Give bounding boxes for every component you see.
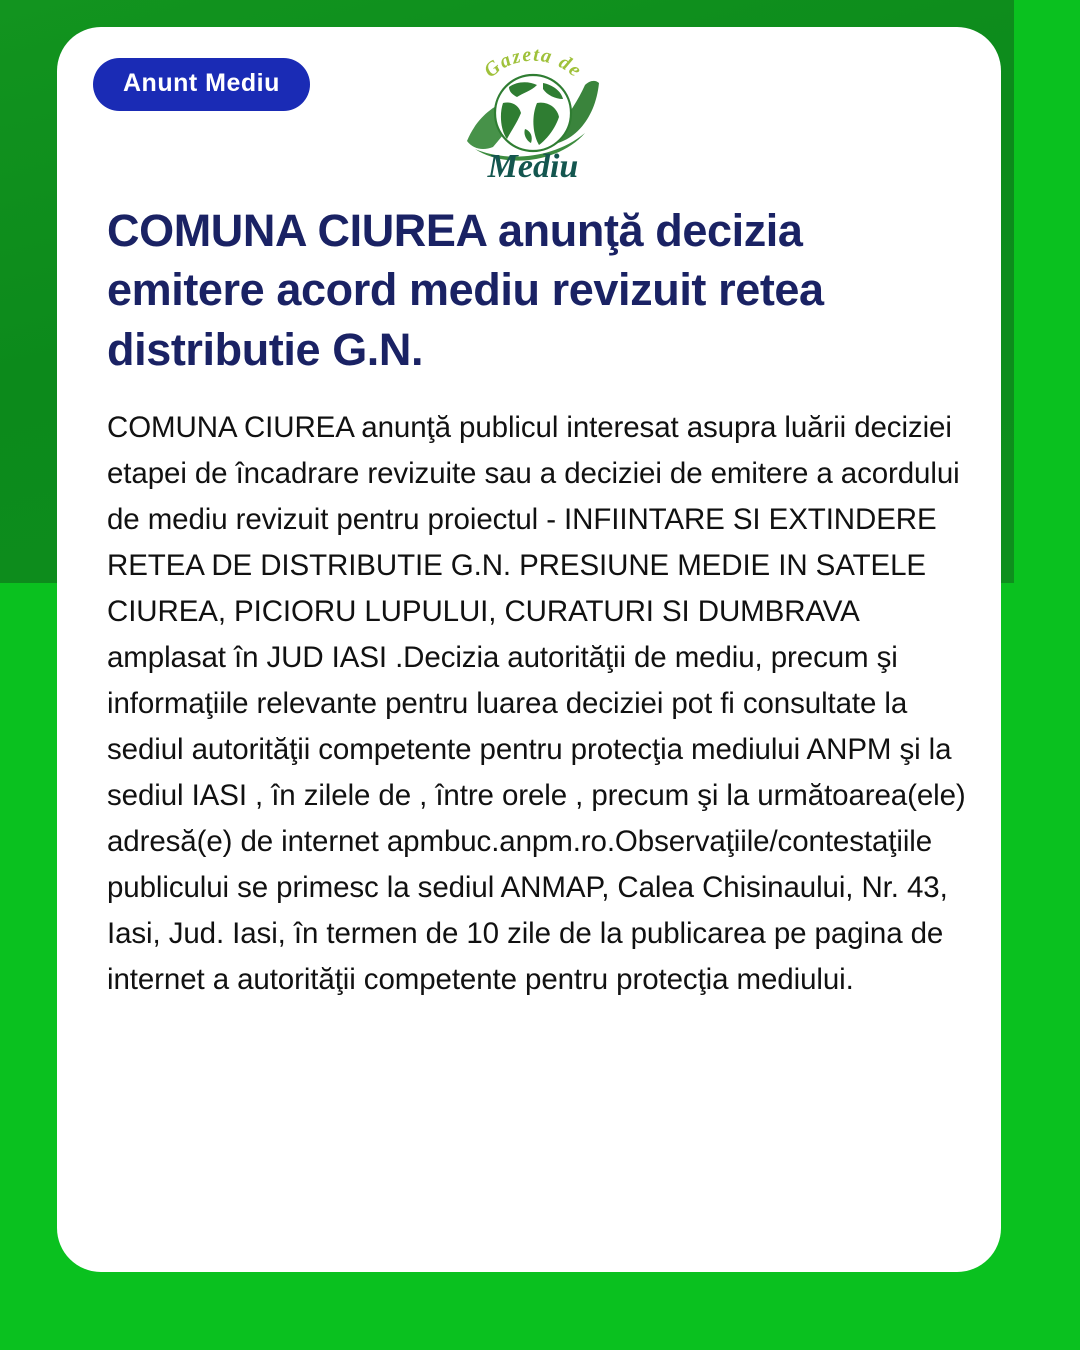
announcement-body-text: COMUNA CIUREA anunţă publicul interesat asupra luării deciziei etapei de încadrare revizuite sau a deciziei de emitere a acordului de mediu revizuit pentru proiectul - INFIINTARE SI EXTINDERE RETEA DE DISTRIBUTIE G.N. PRESIUNE MEDIE IN SATELE CIUREA, PICIORU LUPULUI, CURATURI SI DUMBRAVA amplasat în JUD IASI .Decizia autorităţii de mediu, precum şi informaţiile relevante pentru luarea deciziei pot fi consultate la sediul autorităţii competente pentru protecţia mediului ANPM şi la sediul IASI , în zilele de , între orele , precum şi la următoarea(ele) adresă(e) de internet apmbuc.anpm.ro.Observaţiile/contestaţiile publicului se primesc la sediul ANMAP, Calea Chisinaului, Nr. 43, Iasi, Jud. Iasi, în termen de 10 zile de la publicarea pe pagina de internet a autorităţii competente pentru protecţia mediului. (107, 411, 966, 997)
svg-text:Mediu: Mediu (487, 148, 579, 185)
page-title: COMUNA CIUREA anunţă decizia emitere acord mediu revizuit retea distributie G.N. (107, 205, 824, 375)
gazeta-de-mediu-logo (459, 37, 607, 185)
category-badge[interactable]: Anunt Mediu (93, 58, 310, 111)
card-header (57, 27, 1001, 187)
announcement-card (57, 27, 1001, 1272)
svg-text:Gazeta de: Gazeta de (479, 43, 587, 83)
background-bright-green-right-strip (1014, 0, 1080, 583)
